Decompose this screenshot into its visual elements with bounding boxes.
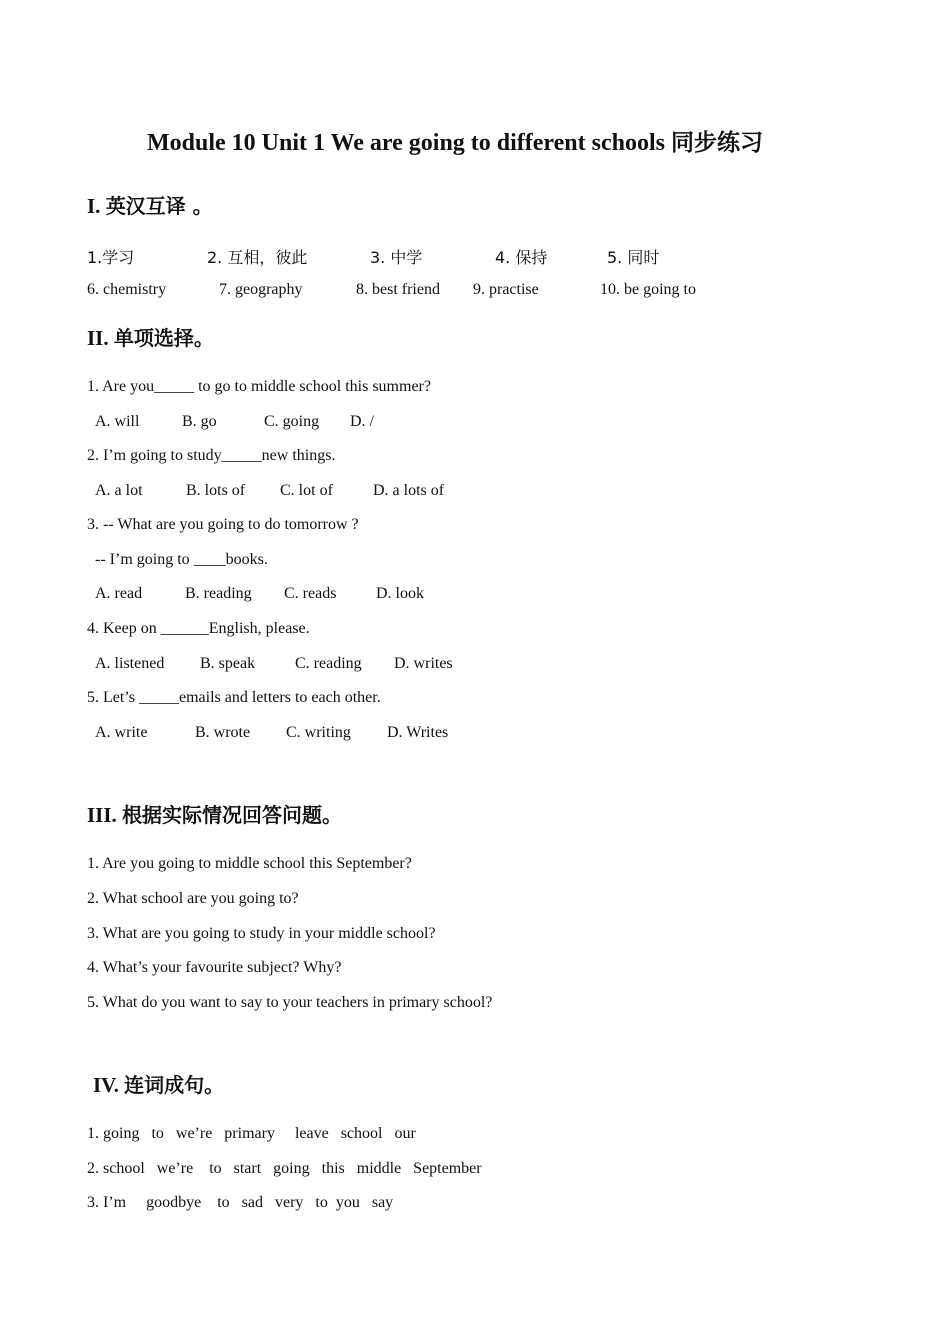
vocab-item: 4. 保持 [495, 248, 548, 267]
option: A. listened [95, 655, 165, 672]
vocab-item: 7. geography [219, 281, 303, 298]
option: B. lots of [186, 482, 246, 499]
section-4-heading [93, 1069, 224, 1098]
question-text: 5. What do you want to say to your teachers in primary school? [87, 994, 493, 1011]
section-1-heading-en: I. [87, 194, 106, 218]
option: C. going [264, 413, 320, 430]
option: D. Writes [387, 724, 449, 741]
question-text: 1. Are you_____ to go to middle school this summer? [87, 378, 431, 395]
option: B. reading [185, 585, 252, 602]
vocab-item: 5. 同时 [607, 248, 660, 267]
option: B. go [182, 413, 217, 430]
sentence-item: 3. I’m goodbye to sad very to you say [87, 1194, 394, 1211]
section-3-heading-cn: 根据实际情况回答问题。 [122, 803, 343, 827]
option: B. speak [200, 655, 256, 672]
question-text: 3. What are you going to study in your middle school? [87, 925, 436, 942]
option: B. wrote [195, 724, 251, 741]
section-2-heading [87, 322, 214, 351]
option: A. write [95, 724, 148, 741]
option: C. lot of [280, 482, 333, 499]
page-title [147, 124, 763, 157]
option: D. / [350, 413, 374, 430]
vocab-item: 9. practise [473, 281, 539, 298]
vocab-item: 2. 互相，彼此 [207, 248, 308, 267]
title-cn: 同步练习 [671, 130, 763, 156]
section-1-heading-cn: 英汉互译 。 [105, 194, 213, 218]
option: C. reads [284, 585, 337, 602]
question-text: 3. -- What are you going to do tomorrow ? [87, 516, 359, 533]
option: A. a lot [95, 482, 143, 499]
option: D. look [376, 585, 424, 602]
question-text: 4. Keep on ______English, please. [87, 620, 310, 637]
question-text: 2. I’m going to study_____new things. [87, 447, 336, 464]
question-text: -- I’m going to ____books. [95, 551, 268, 568]
option: A. read [95, 585, 143, 602]
option: D. writes [394, 655, 453, 672]
section-3-heading [87, 799, 342, 828]
vocab-item: 3. 中学 [370, 248, 423, 267]
vocab-item: 10. be going to [600, 281, 696, 298]
option: C. writing [286, 724, 351, 741]
section-4-heading-en: IV. [93, 1073, 125, 1097]
sentence-item: 2. school we’re to start going this middle September [87, 1160, 482, 1177]
vocab-item: 1.学习 [87, 248, 135, 267]
option: A. will [95, 413, 140, 430]
sentence-item: 1. going to we’re primary leave school our [87, 1125, 416, 1142]
section-2-heading-en: II. [87, 326, 114, 350]
question-text: 2. What school are you going to? [87, 890, 299, 907]
question-text: 1. Are you going to middle school this September? [87, 855, 412, 872]
vocab-item: 6. chemistry [87, 281, 167, 298]
question-text: 4. What’s your favourite subject? Why? [87, 959, 342, 976]
option: D. a lots of [373, 482, 445, 499]
question-text: 5. Let’s _____emails and letters to each other. [87, 689, 381, 706]
section-3-heading-en: III. [87, 803, 123, 827]
section-4-heading-cn: 连词成句。 [124, 1073, 225, 1097]
option: C. reading [295, 655, 362, 672]
section-1-heading [87, 190, 213, 219]
section-2-heading-cn: 单项选择。 [113, 326, 214, 350]
title-en: Module 10 Unit 1 We are going to different schools [147, 130, 671, 156]
vocab-item: 8. best friend [356, 281, 440, 298]
